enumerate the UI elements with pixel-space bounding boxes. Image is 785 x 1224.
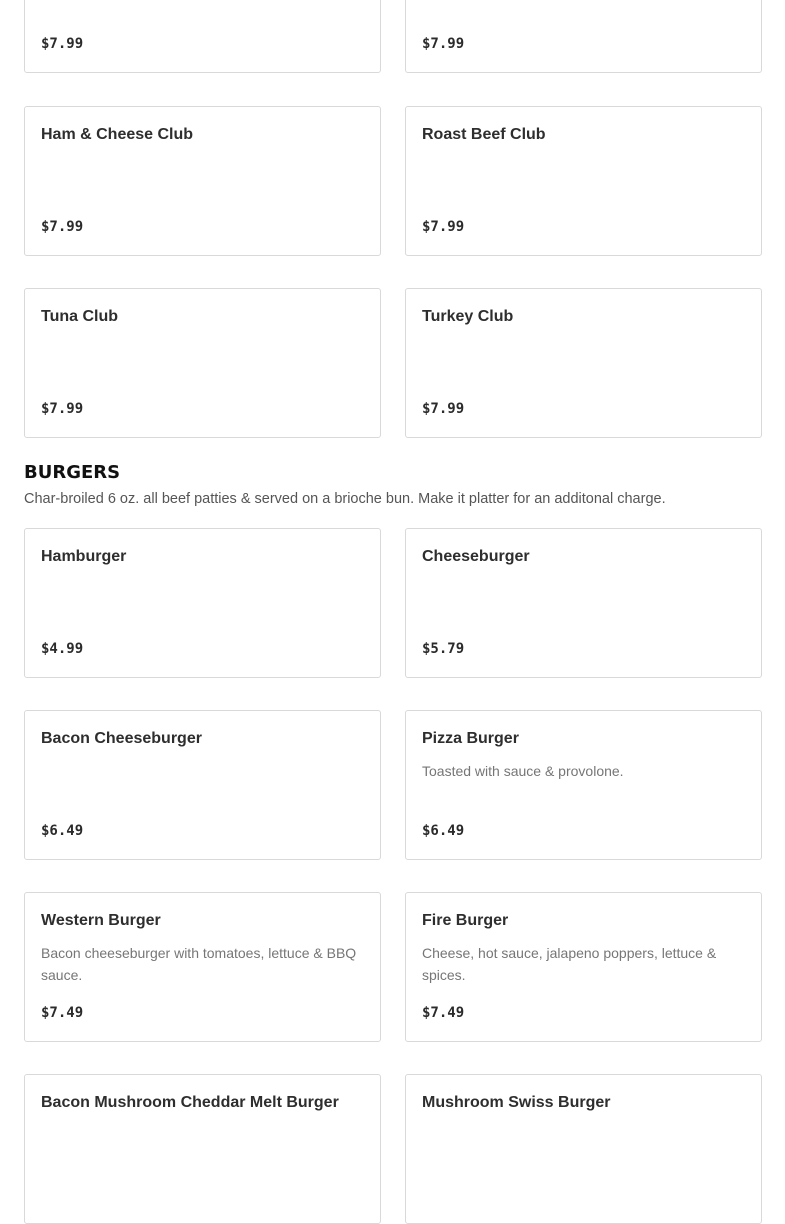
menu-item-card[interactable] [24, 710, 381, 860]
menu-item-card[interactable] [405, 528, 762, 678]
item-name: Fire Burger [422, 912, 509, 929]
item-price: $6.49 [422, 823, 465, 839]
menu-item-card[interactable] [405, 288, 762, 438]
menu-item-card[interactable] [405, 710, 762, 860]
menu-item-card[interactable] [24, 1074, 381, 1224]
item-name: Turkey Club [422, 308, 514, 325]
item-price: $7.99 [422, 219, 465, 235]
menu-item-card[interactable] [405, 1074, 762, 1224]
item-name: Cheeseburger [422, 548, 530, 565]
item-price: $7.49 [41, 1005, 84, 1021]
item-name: Western Burger [41, 912, 161, 929]
menu-item-card[interactable] [24, 528, 381, 678]
menu-item-card[interactable] [405, 892, 762, 1042]
item-description: Toasted with sauce & provolone. [422, 763, 624, 779]
menu-item-card[interactable] [24, 892, 381, 1042]
item-price: $7.99 [41, 219, 84, 235]
item-price: $7.99 [41, 36, 84, 52]
item-name: Bacon Mushroom Cheddar Melt Burger [41, 1094, 339, 1111]
menu-item-card[interactable] [405, 106, 762, 256]
item-price: $7.99 [422, 36, 465, 52]
item-description: Cheese, hot sauce, jalapeno poppers, lettuce & spices. [422, 945, 717, 983]
item-name: Roast Beef Club [422, 126, 546, 143]
item-price: $5.79 [422, 641, 465, 657]
item-name: Mushroom Swiss Burger [422, 1094, 611, 1111]
item-name: Bacon Cheeseburger [41, 730, 202, 747]
item-price: $7.99 [422, 401, 465, 417]
menu-item-card[interactable] [24, 106, 381, 256]
item-name: Hamburger [41, 548, 127, 565]
item-price: $4.99 [41, 641, 84, 657]
item-description: Bacon cheeseburger with tomatoes, lettuce & BBQ sauce. [41, 945, 357, 983]
item-name: Tuna Club [41, 308, 119, 325]
menu-item-card[interactable] [24, 0, 381, 73]
item-name: Pizza Burger [422, 730, 519, 747]
section-title: BURGERS [24, 462, 121, 483]
item-name: Ham & Cheese Club [41, 126, 194, 143]
menu-item-card[interactable] [405, 0, 762, 73]
menu-item-card[interactable] [24, 288, 381, 438]
item-price: $7.49 [422, 1005, 465, 1021]
item-price: $7.99 [41, 401, 84, 417]
section-description: Char-broiled 6 oz. all beef patties & served on a brioche bun. Make it platter for an additonal charge. [24, 491, 666, 507]
item-price: $6.49 [41, 823, 84, 839]
